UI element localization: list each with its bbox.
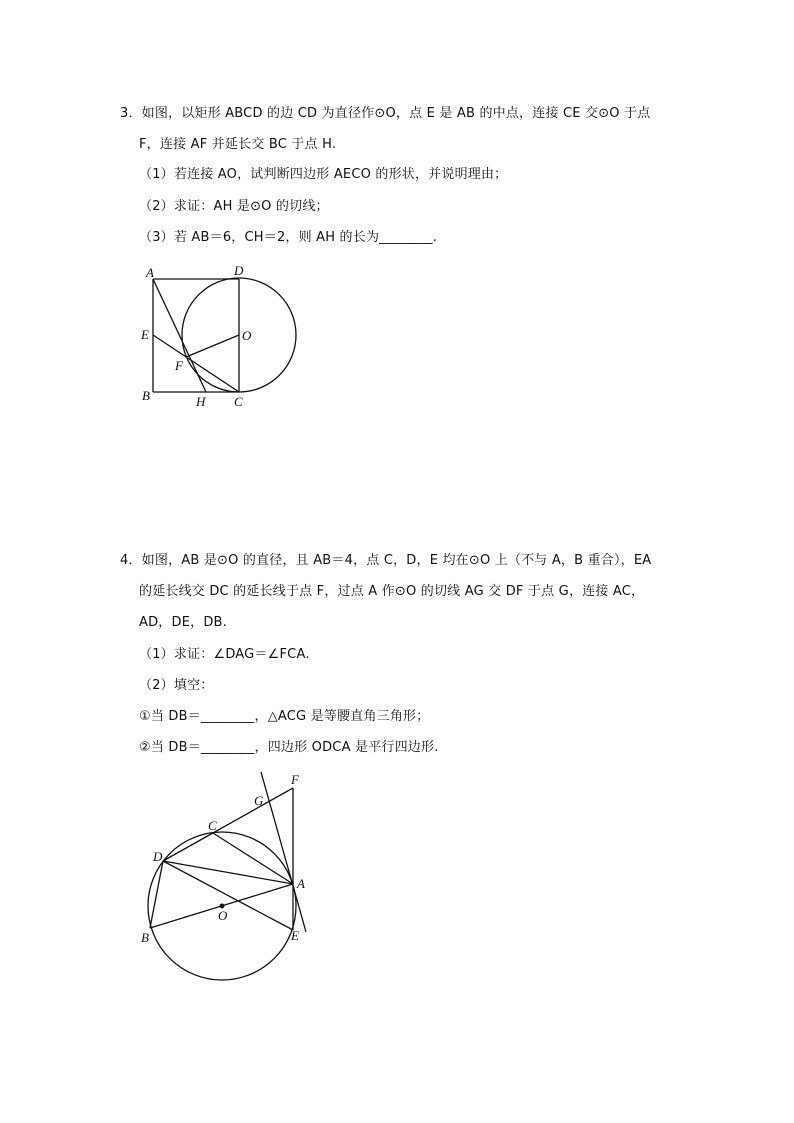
label-B: B — [142, 388, 150, 403]
problem4-line2: 的延长线交 DC 的延长线于点 F，过点 A 作⊙O 的切线 AG 交 DF 于点 G，连接 AC， — [139, 584, 645, 599]
problem4-part2: （2）填空： — [139, 678, 214, 693]
problem3-part2: （2）求证：AH 是⊙O 的切线； — [139, 199, 329, 214]
problem4-part1: （1）求证：∠DAG＝∠FCA. — [139, 647, 310, 662]
label-E: E — [291, 928, 299, 943]
label-C: C — [208, 818, 217, 833]
label-C: C — [234, 394, 243, 409]
problem4-line1: 4．如图，AB 是⊙O 的直径，且 AB＝4，点 C，D，E 均在⊙O 上（不与 A，B 重合），EA — [120, 553, 652, 568]
segment-DA — [163, 861, 293, 884]
problem3-line1: 3．如图，以矩形 ABCD 的边 CD 为直径作⊙O，点 E 是 AB 的中点，连接 CE 交⊙O 于点 — [120, 106, 651, 121]
label-F: F — [175, 358, 183, 373]
label-O: O — [242, 328, 252, 343]
label-D: D — [153, 849, 163, 864]
problem3-line2: F，连接 AF 并延长交 BC 于点 H. — [139, 137, 337, 152]
label-F: F — [291, 772, 299, 787]
label-D: D — [234, 263, 244, 278]
problem3-part1: （1）若连接 AO，试判断四边形 AECO 的形状，并说明理由； — [139, 167, 508, 182]
problem4-line3: AD，DE，DB. — [139, 615, 227, 630]
problem4-sub1: ①当 DB＝________，△ACG 是等腰直角三角形； — [139, 709, 430, 724]
label-B: B — [141, 930, 149, 945]
problem3-part3: （3）若 AB＝6，CH＝2，则 AH 的长为________. — [139, 230, 438, 245]
tangent-AG — [261, 772, 306, 932]
label-E: E — [141, 327, 149, 342]
label-O: O — [218, 908, 228, 923]
label-H: H — [196, 394, 206, 409]
problem4-sub2: ②当 DB＝________，四边形 ODCA 是平行四边形. — [139, 740, 439, 755]
label-A: A — [146, 265, 154, 280]
line-DF — [163, 788, 293, 861]
label-A: A — [297, 876, 305, 891]
label-G: G — [254, 793, 264, 808]
